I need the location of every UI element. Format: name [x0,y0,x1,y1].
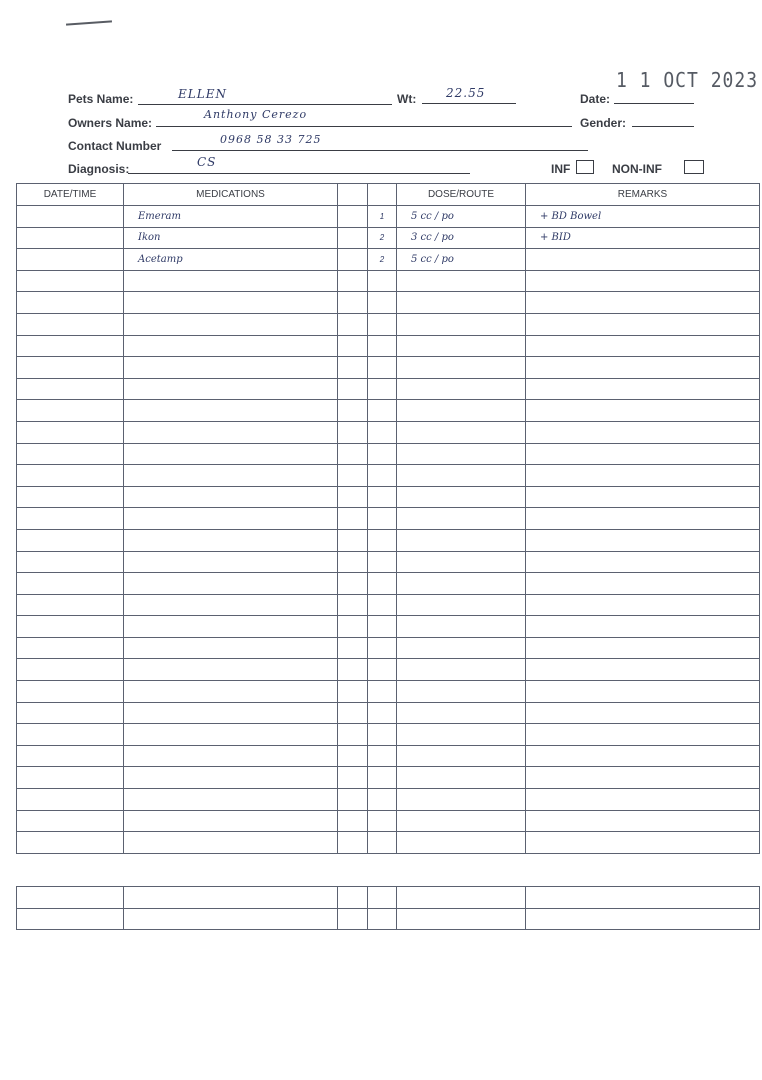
remarks-cell[interactable] [526,486,760,508]
medication-cell[interactable] [124,486,338,508]
table-row [17,292,760,314]
remarks-cell[interactable] [526,724,760,746]
gender-line [632,126,694,127]
contact-value[interactable]: 0968 58 33 725 [220,133,322,146]
dose-route-cell[interactable]: 3 cc / po [397,227,526,249]
medication-cell[interactable] [124,724,338,746]
table-row [17,508,760,530]
pets-name-value[interactable]: ELLEN [178,87,227,101]
wt-value[interactable]: 22.55 [446,86,486,100]
blank-cell-1[interactable] [338,206,368,228]
dose-route-cell[interactable] [397,724,526,746]
table-row [17,378,760,400]
owners-name-label: Owners Name: [68,116,153,130]
owners-name-value[interactable]: Anthony Cerezo [204,108,308,121]
frequency-cell[interactable] [368,292,397,314]
remarks-cell[interactable] [526,508,760,530]
frequency-cell[interactable] [368,637,397,659]
wt-line [422,103,516,104]
date-time-cell[interactable] [17,249,124,271]
gender-label: Gender: [580,116,627,130]
frequency-cell[interactable] [368,357,397,379]
dose-route-cell[interactable] [397,529,526,551]
remarks-cell[interactable] [526,270,760,292]
blank-cell-1[interactable] [338,659,368,681]
blank-cell-1[interactable] [338,832,368,854]
remarks-cell[interactable]: + BID [526,227,760,249]
date-time-cell[interactable] [17,594,124,616]
remarks-cell[interactable] [526,292,760,314]
date-time-cell[interactable] [17,789,124,811]
medication-cell[interactable]: Acetamp [124,249,338,271]
contact-line [172,150,588,151]
date-time-cell[interactable] [17,702,124,724]
table-row [17,551,760,573]
frequency-cell[interactable] [368,465,397,487]
date-time-cell[interactable] [17,443,124,465]
blank-cell-1[interactable] [338,249,368,271]
frequency-cell[interactable] [368,908,397,930]
table-row [17,659,760,681]
table-row [17,227,760,249]
date-time-cell[interactable] [17,887,124,909]
medication-cell[interactable] [124,508,338,530]
dose-route-cell[interactable] [397,810,526,832]
medication-cell[interactable] [124,292,338,314]
blank-cell-1[interactable] [338,292,368,314]
medication-cell[interactable] [124,400,338,422]
blank-cell-1[interactable] [338,270,368,292]
remarks-cell[interactable] [526,313,760,335]
date-stamp: 1 1 OCT 2023 [616,68,759,93]
remarks-cell[interactable] [526,421,760,443]
medication-cell[interactable] [124,594,338,616]
frequency-cell[interactable] [368,551,397,573]
medication-table [16,183,760,854]
date-time-cell[interactable] [17,832,124,854]
non-inf-checkbox[interactable] [684,160,704,174]
frequency-cell[interactable] [368,270,397,292]
frequency-cell[interactable] [368,594,397,616]
medication-cell[interactable] [124,832,338,854]
blank-cell-1[interactable] [338,594,368,616]
medication-cell[interactable]: Emeram [124,206,338,228]
dose-route-cell[interactable]: 5 cc / po [397,206,526,228]
table-row [17,206,760,228]
dose-route-cell[interactable] [397,637,526,659]
medication-cell[interactable] [124,908,338,930]
table-row [17,270,760,292]
dose-route-cell[interactable] [397,357,526,379]
frequency-cell[interactable] [368,767,397,789]
date-line [614,103,694,104]
diagnosis-value[interactable]: CS [197,155,217,169]
blank-cell-1[interactable] [338,908,368,930]
dose-route-cell[interactable] [397,681,526,703]
non-inf-label: NON-INF [612,162,662,176]
medication-cell[interactable] [124,443,338,465]
frequency-cell[interactable] [368,573,397,595]
col-header-date-time: DATE/TIME [17,184,124,206]
dose-route-cell[interactable] [397,421,526,443]
pets-name-label: Pets Name: [68,92,134,106]
table-header-row [17,184,760,206]
medication-cell[interactable] [124,702,338,724]
owners-name-line [156,126,572,127]
table-row [17,789,760,811]
date-time-cell[interactable] [17,616,124,638]
date-time-cell[interactable] [17,745,124,767]
table-row [17,313,760,335]
table-row [17,745,760,767]
frequency-cell[interactable] [368,421,397,443]
medication-cell[interactable] [124,313,338,335]
blank-cell-1[interactable] [338,637,368,659]
medication-cell[interactable] [124,421,338,443]
medication-cell[interactable] [124,681,338,703]
medication-cell[interactable] [124,270,338,292]
blank-cell-1[interactable] [338,443,368,465]
medication-cell[interactable] [124,357,338,379]
table-row [17,908,760,930]
col-header-remarks: REMARKS [526,184,760,206]
medication-cell[interactable] [124,789,338,811]
frequency-cell[interactable] [368,313,397,335]
remarks-cell[interactable] [526,594,760,616]
table-row [17,249,760,271]
diagnosis-line [128,173,470,174]
medication-cell[interactable] [124,378,338,400]
blank-cell-1[interactable] [338,702,368,724]
blank-cell-1[interactable] [338,789,368,811]
remarks-cell[interactable] [526,551,760,573]
frequency-cell[interactable] [368,443,397,465]
dose-route-cell[interactable] [397,745,526,767]
blank-cell-1[interactable] [338,357,368,379]
dose-route-cell[interactable]: 5 cc / po [397,249,526,271]
blank-cell-1[interactable] [338,724,368,746]
remarks-cell[interactable] [526,767,760,789]
frequency-cell[interactable] [368,529,397,551]
medication-cell[interactable] [124,887,338,909]
dose-route-cell[interactable] [397,616,526,638]
dose-route-cell[interactable] [397,486,526,508]
diagnosis-label: Diagnosis: [68,162,130,176]
frequency-cell[interactable] [368,887,397,909]
dose-route-cell[interactable] [397,908,526,930]
frequency-cell[interactable] [368,659,397,681]
blank-cell-1[interactable] [338,421,368,443]
frequency-cell[interactable]: 1 [368,206,397,228]
dose-route-cell[interactable] [397,594,526,616]
dose-route-cell[interactable] [397,789,526,811]
inf-checkbox[interactable] [576,160,594,174]
medication-cell[interactable] [124,659,338,681]
medication-cell[interactable] [124,616,338,638]
date-time-cell[interactable] [17,378,124,400]
inf-label: INF [551,162,571,176]
frequency-cell[interactable] [368,400,397,422]
remarks-cell[interactable] [526,637,760,659]
medication-table-continuation [16,886,760,930]
table-row [17,443,760,465]
frequency-cell[interactable] [368,508,397,530]
remarks-cell[interactable] [526,357,760,379]
frequency-cell[interactable] [368,745,397,767]
date-time-cell[interactable] [17,659,124,681]
blank-cell-1[interactable] [338,465,368,487]
date-time-cell[interactable] [17,508,124,530]
remarks-cell[interactable] [526,465,760,487]
blank-cell-1[interactable] [338,400,368,422]
dose-route-cell[interactable] [397,378,526,400]
medication-cell[interactable]: Ikon [124,227,338,249]
table-row [17,887,760,909]
date-time-cell[interactable] [17,810,124,832]
remarks-cell[interactable] [526,335,760,357]
dose-route-cell[interactable] [397,551,526,573]
remarks-cell[interactable] [526,616,760,638]
medication-cell[interactable] [124,573,338,595]
table-row [17,616,760,638]
blank-cell-1[interactable] [338,508,368,530]
remarks-cell[interactable] [526,659,760,681]
col-header-blank-1 [338,184,368,206]
medication-cell[interactable] [124,637,338,659]
wt-label: Wt: [397,92,417,106]
table-row [17,335,760,357]
table-row [17,832,760,854]
blank-cell-1[interactable] [338,313,368,335]
blank-cell-1[interactable] [338,551,368,573]
frequency-cell[interactable] [368,810,397,832]
dose-route-cell[interactable] [397,659,526,681]
medication-cell[interactable] [124,335,338,357]
date-time-cell[interactable] [17,465,124,487]
date-time-cell[interactable] [17,529,124,551]
pen-scribble [66,20,112,25]
blank-cell-1[interactable] [338,335,368,357]
date-time-cell[interactable] [17,357,124,379]
dose-route-cell[interactable] [397,508,526,530]
dose-route-cell[interactable] [397,832,526,854]
pets-name-line [138,104,392,105]
dose-route-cell[interactable] [397,887,526,909]
dose-route-cell[interactable] [397,443,526,465]
frequency-cell[interactable] [368,335,397,357]
date-time-cell[interactable] [17,206,124,228]
date-time-cell[interactable] [17,270,124,292]
dose-route-cell[interactable] [397,573,526,595]
remarks-cell[interactable] [526,681,760,703]
frequency-cell[interactable]: 2 [368,227,397,249]
date-time-cell[interactable] [17,724,124,746]
frequency-cell[interactable] [368,832,397,854]
remarks-cell[interactable] [526,832,760,854]
dose-route-cell[interactable] [397,335,526,357]
date-label: Date: [580,92,611,106]
table-row [17,637,760,659]
remarks-cell[interactable] [526,378,760,400]
remarks-cell[interactable] [526,249,760,271]
blank-cell-1[interactable] [338,887,368,909]
blank-cell-1[interactable] [338,616,368,638]
blank-cell-1[interactable] [338,681,368,703]
blank-cell-1[interactable] [338,573,368,595]
date-time-cell[interactable] [17,227,124,249]
blank-cell-1[interactable] [338,810,368,832]
contact-label: Contact Number [68,139,162,153]
medication-cell[interactable] [124,465,338,487]
table-row [17,465,760,487]
frequency-cell[interactable] [368,616,397,638]
blank-cell-1[interactable] [338,745,368,767]
table-row [17,810,760,832]
table-row [17,421,760,443]
dose-route-cell[interactable] [397,400,526,422]
medication-cell[interactable] [124,745,338,767]
remarks-cell[interactable] [526,400,760,422]
blank-cell-1[interactable] [338,529,368,551]
date-time-cell[interactable] [17,573,124,595]
date-time-cell[interactable] [17,908,124,930]
remarks-cell[interactable] [526,810,760,832]
frequency-cell[interactable] [368,789,397,811]
date-time-cell[interactable] [17,421,124,443]
frequency-cell[interactable] [368,724,397,746]
frequency-cell[interactable] [368,702,397,724]
date-time-cell[interactable] [17,681,124,703]
date-time-cell[interactable] [17,313,124,335]
frequency-cell[interactable] [368,681,397,703]
date-time-cell[interactable] [17,551,124,573]
dose-route-cell[interactable] [397,292,526,314]
remarks-cell[interactable] [526,908,760,930]
table-row [17,724,760,746]
medication-cell[interactable] [124,529,338,551]
dose-route-cell[interactable] [397,702,526,724]
dose-route-cell[interactable] [397,313,526,335]
table-row [17,400,760,422]
remarks-cell[interactable] [526,443,760,465]
remarks-cell[interactable] [526,789,760,811]
date-time-cell[interactable] [17,767,124,789]
blank-cell-1[interactable] [338,767,368,789]
remarks-cell[interactable] [526,745,760,767]
date-time-cell[interactable] [17,335,124,357]
col-header-dose-route: DOSE/ROUTE [397,184,526,206]
remarks-cell[interactable] [526,573,760,595]
medication-cell[interactable] [124,767,338,789]
frequency-cell[interactable]: 2 [368,249,397,271]
remarks-cell[interactable] [526,702,760,724]
table-row [17,357,760,379]
date-time-cell[interactable] [17,486,124,508]
blank-cell-1[interactable] [338,227,368,249]
table-row [17,594,760,616]
remarks-cell[interactable] [526,887,760,909]
frequency-cell[interactable] [368,378,397,400]
table-row [17,681,760,703]
col-header-blank-2 [368,184,397,206]
col-header-medications: MEDICATIONS [124,184,338,206]
remarks-cell[interactable] [526,529,760,551]
frequency-cell[interactable] [368,486,397,508]
medication-cell[interactable] [124,551,338,573]
table-row [17,486,760,508]
date-time-cell[interactable] [17,400,124,422]
blank-cell-1[interactable] [338,378,368,400]
dose-route-cell[interactable] [397,465,526,487]
dose-route-cell[interactable] [397,270,526,292]
medication-cell[interactable] [124,810,338,832]
blank-cell-1[interactable] [338,486,368,508]
remarks-cell[interactable]: + BD Bowel [526,206,760,228]
dose-route-cell[interactable] [397,767,526,789]
table-row [17,529,760,551]
table-row [17,573,760,595]
table-row [17,702,760,724]
table-row [17,767,760,789]
date-time-cell[interactable] [17,637,124,659]
date-time-cell[interactable] [17,292,124,314]
